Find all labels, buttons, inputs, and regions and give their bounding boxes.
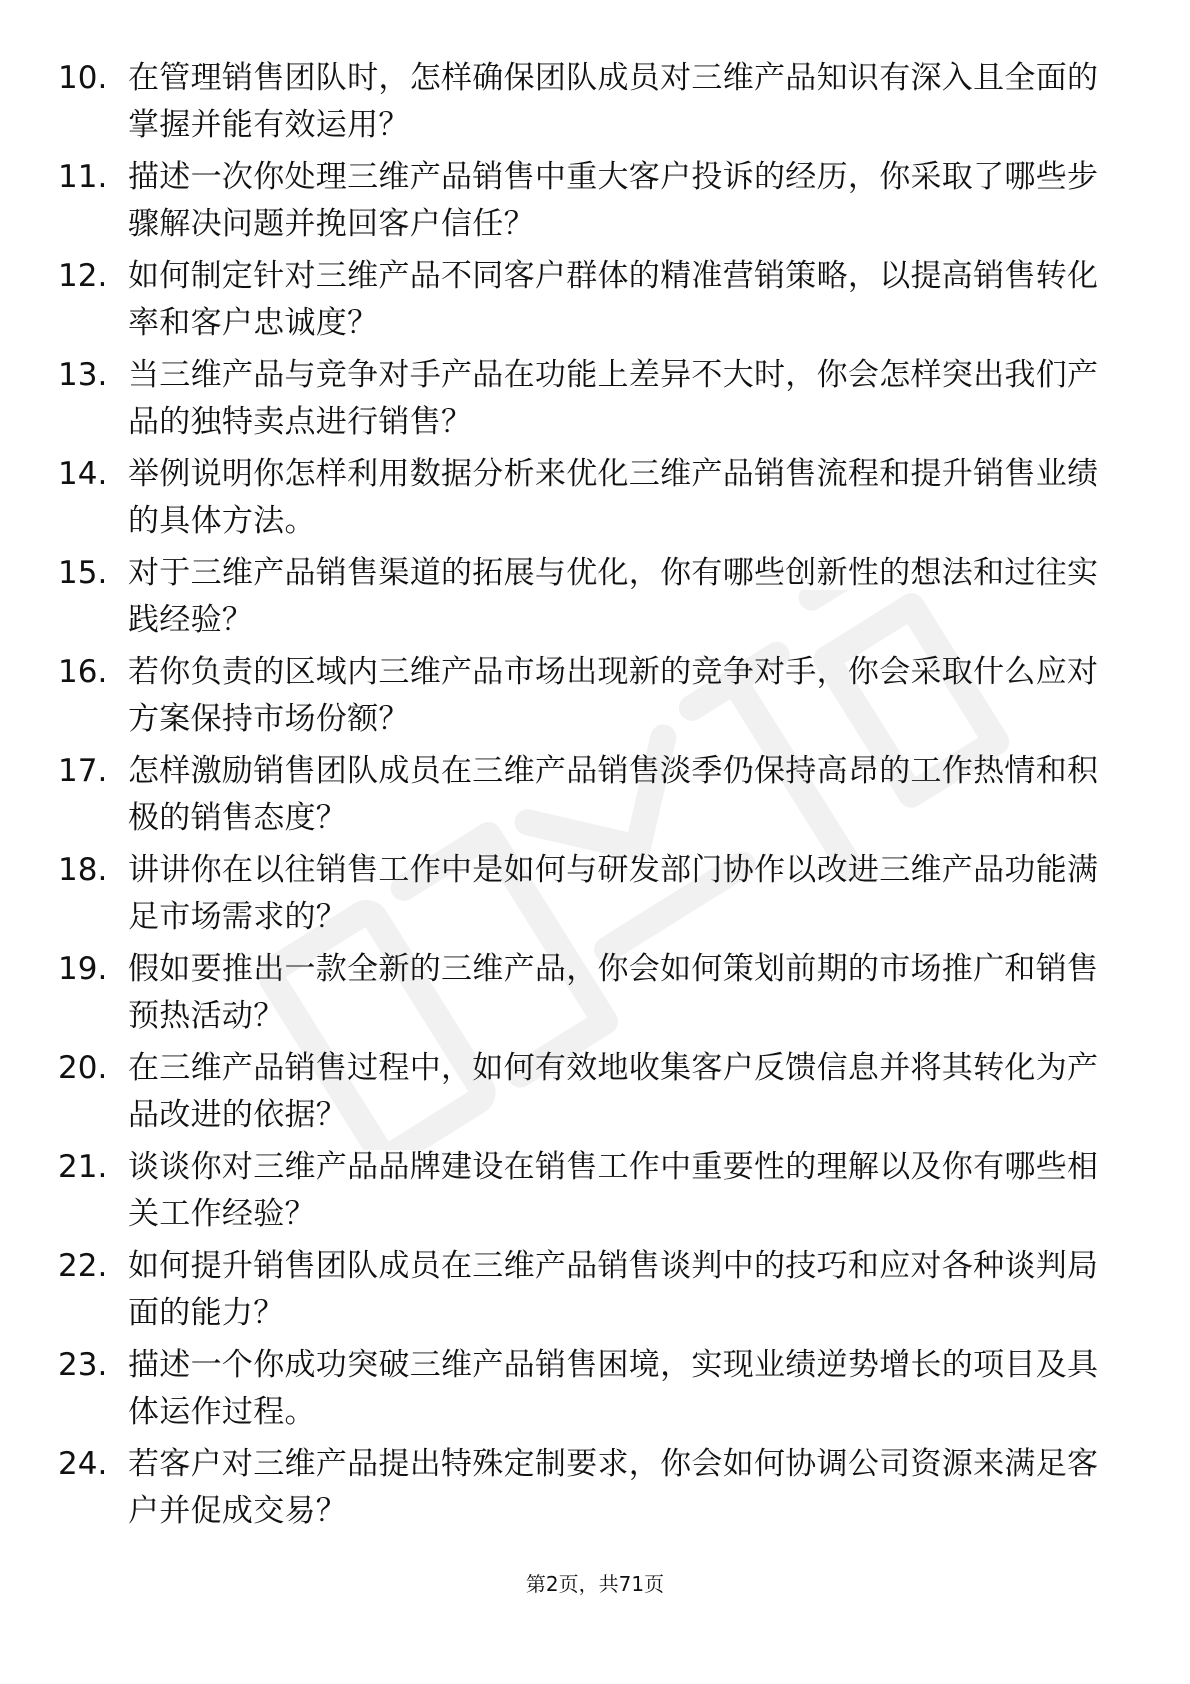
question-number: 15. (58, 555, 108, 591)
question-text: 讲讲你在以往销售工作中是如何与研发部门协作以改进三维产品功能满足市场需求的？ (128, 852, 1099, 935)
question-item (0, 1342, 1190, 1441)
question-text: 举例说明你怎样利用数据分析来优化三维产品销售流程和提升销售业绩的具体方法。 (128, 456, 1099, 539)
question-list (0, 55, 1190, 1540)
question-number: 13. (58, 357, 108, 393)
question-item (0, 352, 1190, 451)
question-item (0, 55, 1190, 154)
question-number: 10. (58, 60, 108, 96)
question-item (0, 748, 1190, 847)
question-text: 在三维产品销售过程中，如何有效地收集客户反馈信息并将其转化为产品改进的依据？ (128, 1050, 1099, 1133)
question-item (0, 649, 1190, 748)
question-item (0, 550, 1190, 649)
question-number: 20. (58, 1050, 108, 1086)
question-item (0, 253, 1190, 352)
question-item (0, 1045, 1190, 1144)
question-number: 22. (58, 1248, 108, 1284)
question-text: 若你负责的区域内三维产品市场出现新的竞争对手，你会采取什么应对方案保持市场份额？ (128, 654, 1099, 737)
question-item (0, 1243, 1190, 1342)
question-item (0, 1441, 1190, 1540)
question-text: 谈谈你对三维产品品牌建设在销售工作中重要性的理解以及你有哪些相关工作经验？ (128, 1149, 1099, 1232)
question-text: 怎样激励销售团队成员在三维产品销售淡季仍保持高昂的工作热情和积极的销售态度？ (128, 753, 1099, 836)
question-item (0, 451, 1190, 550)
question-text: 对于三维产品销售渠道的拓展与优化，你有哪些创新性的想法和过往实践经验？ (128, 555, 1099, 638)
question-text: 在管理销售团队时，怎样确保团队成员对三维产品知识有深入且全面的掌握并能有效运用？ (128, 60, 1099, 143)
question-number: 21. (58, 1149, 108, 1185)
question-text: 描述一次你处理三维产品销售中重大客户投诉的经历，你采取了哪些步骤解决问题并挽回客户信任？ (128, 159, 1099, 242)
question-item (0, 946, 1190, 1045)
question-item (0, 1144, 1190, 1243)
question-text: 如何提升销售团队成员在三维产品销售谈判中的技巧和应对各种谈判局面的能力？ (128, 1248, 1099, 1331)
question-number: 23. (58, 1347, 108, 1383)
question-text: 如何制定针对三维产品不同客户群体的精准营销策略，以提高销售转化率和客户忠诚度？ (128, 258, 1099, 341)
question-number: 11. (58, 159, 108, 195)
page-number-label: 第2页，共71页 (525, 1572, 665, 1596)
question-number: 14. (58, 456, 108, 492)
question-number: 19. (58, 951, 108, 987)
question-number: 18. (58, 852, 108, 888)
question-number: 17. (58, 753, 108, 789)
question-text: 若客户对三维产品提出特殊定制要求，你会如何协调公司资源来满足客户并促成交易？ (128, 1446, 1099, 1529)
question-number: 24. (58, 1446, 108, 1482)
question-number: 16. (58, 654, 108, 690)
question-text: 当三维产品与竞争对手产品在功能上差异不大时，你会怎样突出我们产品的独特卖点进行销售？ (128, 357, 1099, 440)
question-text: 描述一个你成功突破三维产品销售困境，实现业绩逆势增长的项目及具体运作过程。 (128, 1347, 1099, 1430)
question-text: 假如要推出一款全新的三维产品，你会如何策划前期的市场推广和销售预热活动？ (128, 951, 1099, 1034)
question-item (0, 154, 1190, 253)
page-footer (0, 1570, 1190, 1598)
question-item (0, 847, 1190, 946)
question-number: 12. (58, 258, 108, 294)
